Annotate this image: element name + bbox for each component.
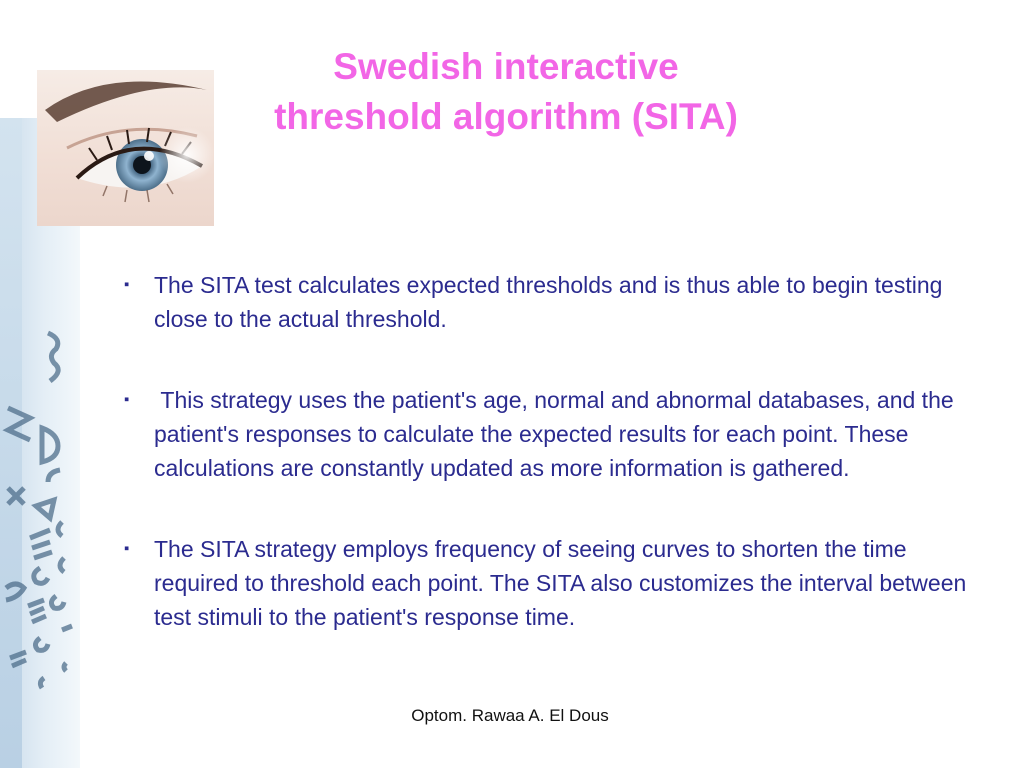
slide-footer: Optom. Rawaa A. El Dous [411,706,609,725]
title-line-2: threshold algorithm (SITA) [274,96,738,137]
eye-illustration [37,70,214,226]
bullet-text: The SITA test calculates expected thresholds and is thus able to begin testing close to the actual threshold. [154,272,943,332]
bullet-item [120,532,990,634]
bullet-marker-icon: ▪ [124,391,130,408]
bullet-text: This strategy uses the patient's age, normal and abnormal databases, and the patient's responses to calculate the expected results for each point. These calculations are constantly updated as more information is gathered. [154,387,961,481]
bullet-item [120,383,990,485]
slide-title [196,42,816,142]
title-line-1: Swedish interactive [333,46,679,87]
bullet-marker-icon: ▪ [124,540,130,557]
bullet-text: The SITA strategy employs frequency of seeing curves to shorten the time required to threshold each point. The SITA also customizes the interval between test stimuli to the patient's response time. [154,536,967,630]
bullet-marker-icon: ▪ [124,276,130,293]
bullet-item [120,268,990,336]
eye-photo-icon [37,70,214,226]
bullet-list [120,268,990,681]
